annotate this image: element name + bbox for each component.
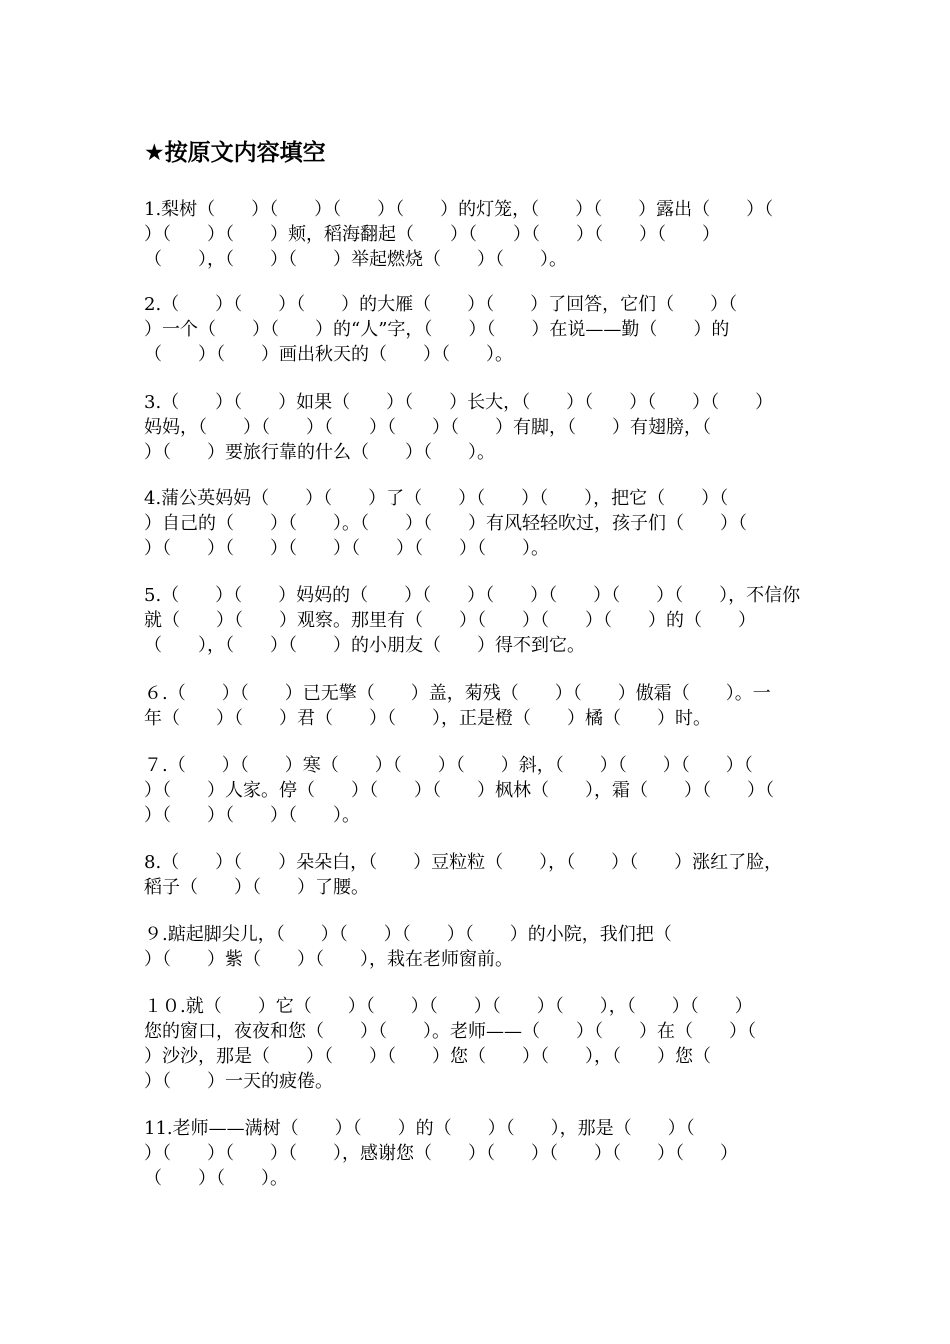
question-line: ）（ ）（ ）（ ）。 — [144, 805, 360, 826]
question-9 — [144, 922, 814, 972]
worksheet-title: ★按原文内容填空 — [144, 140, 326, 166]
question-line: （ ）（ ）。 — [144, 1168, 288, 1189]
question-line: 5.（ ）（ ）妈妈的（ ）（ ）（ ）（ ）（ ）（ ），不信你 — [144, 585, 801, 606]
question-line: ）（ ）一天的疲倦。 — [144, 1071, 333, 1092]
question-line: ９.踮起脚尖儿，（ ）（ ）（ ）（ ）的小院，我们把（ — [144, 924, 672, 945]
question-line: 您的窗口，夜夜和您（ ）（ ）。老师——（ ）（ ）在（ ）（ — [144, 1021, 756, 1042]
question-line: ）（ ）紫（ ）（ ），栽在老师窗前。 — [144, 949, 513, 970]
question-line: ）（ ）（ ）（ ）（ ）（ ）（ ）。 — [144, 538, 549, 559]
question-3 — [144, 390, 814, 465]
question-4 — [144, 486, 814, 561]
question-line: （ ），（ ）（ ）举起燃烧（ ）（ ）。 — [144, 249, 567, 270]
question-line: 3.（ ）（ ）如果（ ）（ ）长大，（ ）（ ）（ ）（ ） — [144, 392, 774, 413]
question-line: 11.老师——满树（ ）（ ）的（ ）（ ），那是（ ）（ — [144, 1118, 695, 1139]
question-5 — [144, 583, 814, 658]
question-line: （ ）（ ）画出秋天的（ ）（ ）。 — [144, 344, 513, 365]
question-7 — [144, 753, 814, 828]
question-line: 年（ ）（ ）君（ ）（ ），正是橙（ ）橘（ ）时。 — [144, 708, 711, 729]
question-line: ）一个（ ）（ ）的“人”字，（ ）（ ）在说——勤（ ）的 — [144, 319, 730, 340]
question-11 — [144, 1116, 814, 1191]
question-line: １０.就（ ）它（ ）（ ）（ ）（ ）（ ），（ ）（ ） — [144, 996, 753, 1017]
question-line: 稻子（ ）（ ）了腰。 — [144, 877, 369, 898]
question-6 — [144, 681, 814, 731]
question-line: ）自己的（ ）（ ）。（ ）（ ）有风轻轻吹过，孩子们（ ）（ — [144, 513, 747, 534]
question-2 — [144, 292, 814, 367]
question-10 — [144, 994, 814, 1094]
question-line: （ ），（ ）（ ）的小朋友（ ）得不到它。 — [144, 635, 585, 656]
question-line: ）沙沙，那是（ ）（ ）（ ）您（ ）（ ），（ ）您（ — [144, 1046, 711, 1067]
question-line: ）（ ）要旅行靠的什么（ ）（ ）。 — [144, 442, 495, 463]
question-line: 8.（ ）（ ）朵朵白，（ ）豆粒粒（ ），（ ）（ ）涨红了脸， — [144, 852, 783, 873]
question-line: ）（ ）人家。停（ ）（ ）（ ）枫林（ ），霜（ ）（ ）（ — [144, 780, 774, 801]
question-1 — [144, 197, 814, 272]
question-line: ）（ ）（ ）（ ），感谢您（ ）（ ）（ ）（ ）（ ） — [144, 1143, 738, 1164]
question-line: 1.梨树（ ）（ ）（ ）（ ）的灯笼，（ ）（ ）露出（ ）（ — [144, 199, 774, 220]
question-line: 2.（ ）（ ）（ ）的大雁（ ）（ ）了回答，它们（ ）（ — [144, 294, 738, 315]
question-line: 妈妈，（ ）（ ）（ ）（ ）（ ）有脚，（ ）有翅膀，（ — [144, 417, 711, 438]
question-line: ６.（ ）（ ）已无擎（ ）盖，菊残（ ）（ ）傲霜（ ）。一 — [144, 683, 771, 704]
question-line: 4.蒲公英妈妈（ ）（ ）了（ ）（ ）（ ），把它（ ）（ — [144, 488, 729, 509]
question-line: 就（ ）（ ）观察。那里有（ ）（ ）（ ）（ ）的（ ） — [144, 610, 756, 631]
question-line: ）（ ）（ ）颊，稻海翻起（ ）（ ）（ ）（ ）（ ） — [144, 224, 720, 245]
question-line: ７.（ ）（ ）寒（ ）（ ）（ ）斜，（ ）（ ）（ ）（ — [144, 755, 753, 776]
question-8 — [144, 850, 814, 900]
